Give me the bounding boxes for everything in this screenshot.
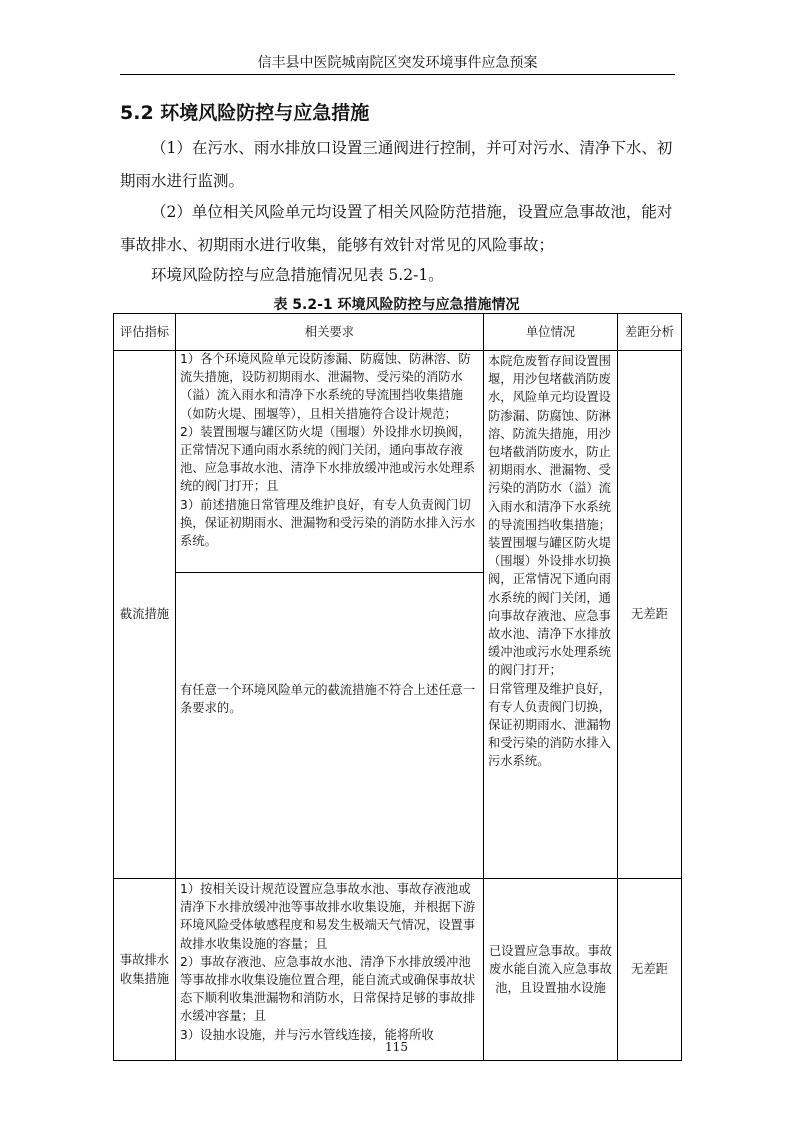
- header-unit: 单位情况: [484, 314, 618, 351]
- table-row: [114, 351, 682, 879]
- cell-eval: 截流措施: [114, 351, 176, 879]
- req-text: 1）各个环境风险单元设防渗漏、防腐蚀、防淋溶、防流失措施，设防初期雨水、泄漏物、受污染的消防水（溢）流入雨水和清净下水系统的导流围挡收集措施（如防火堤、围堰等），且相关措施符合设计规范； 2）装置围堰与罐区防火堤（围堰）外设排水切换阀，正常情况下通向雨水系统的阀门关闭，通向事故存液池、应急事故水池、清净下水排放缓冲池或污水处理系统的阀门打开；且 3）前述措施日常管理及维护良好，有专人负责阀门切换，保证初期雨水、泄漏物和受污染的消防水排入污水系统。: [176, 351, 483, 574]
- page-number: 115: [385, 1040, 408, 1054]
- req-extra-text: 有任意一个环境风险单元的截流措施不符合上述任意一条要求的。: [180, 683, 476, 716]
- section-title: 5.2 环境风险防控与应急措施: [120, 102, 370, 124]
- paragraph-3: 环境风险防控与应急措施情况见表 5.2-1。: [151, 266, 444, 284]
- header-eval: 评估指标: [114, 314, 176, 351]
- paragraph-2: （2）单位相关风险单元均设置了相关风险防范措施，设置应急事故池，能对事故排水、初期雨水进行收集，能够有效针对常见的风险事故；: [120, 203, 673, 254]
- table-row: [114, 879, 682, 1061]
- cell-eval: 事故排水收集措施: [114, 879, 176, 1061]
- header-req: 相关要求: [176, 314, 484, 351]
- cell-gap: 无差距: [618, 351, 682, 879]
- cell-unit: 本院危废暂存间设置围堰，用沙包堵截消防废水，风险单元均设置设防渗漏、防腐蚀、防淋溶、防流失措施，用沙包堵截消防废水，防止初期雨水、泄漏物、受污染的消防水（溢）流入雨水和清净下水系统的导流围挡收集措施； 装置围堰与罐区防火堤（围堰）外设排水切换阀，正常情况下通向雨水系统的阀门关闭，通向事故存液池、应急事故水池、清净下水排放缓冲池或污水处理系统的阀门打开； 日常管理及维护良好，有专人负责阀门切换，保证初期雨水、泄漏物和受污染的消防水排入污水系统。: [484, 351, 618, 879]
- header-gap: 差距分析: [618, 314, 682, 351]
- cell-req: [176, 351, 484, 879]
- risk-measures-table: [113, 313, 682, 1061]
- paragraph-1: （1）在污水、雨水排放口设置三通阀进行控制，并可对污水、清净下水、初期雨水进行监测。: [120, 139, 673, 190]
- page-header: 信丰县中医院城南院区突发环境事件应急预案: [120, 52, 675, 75]
- cell-unit: 已设置应急事故。事故废水能自流入应急事故池，且设置抽水设施: [484, 879, 618, 1061]
- cell-req: 1）按相关设计规范设置应急事故水池、事故存液池或清净下水排放缓冲池等事故排水收集设施，并根据下游环境风险受体敏感程度和易发生极端天气情况，设置事故排水收集设施的容量；且 2）事故存液池、应急事故水池、清净下水排放缓冲池等事故排水收集设施位置合理，能自流式或确保事故状态下顺利收集泄漏物和消防水，日常保持足够的事故排水缓冲容量；且 3）设抽水设施，并与污水管线连接，能将所收: [176, 879, 484, 1061]
- cell-gap: 无差距: [618, 879, 682, 1061]
- table-caption: 表 5.2-1 环境风险防控与应急措施情况: [273, 297, 520, 313]
- table-header-row: [114, 314, 682, 351]
